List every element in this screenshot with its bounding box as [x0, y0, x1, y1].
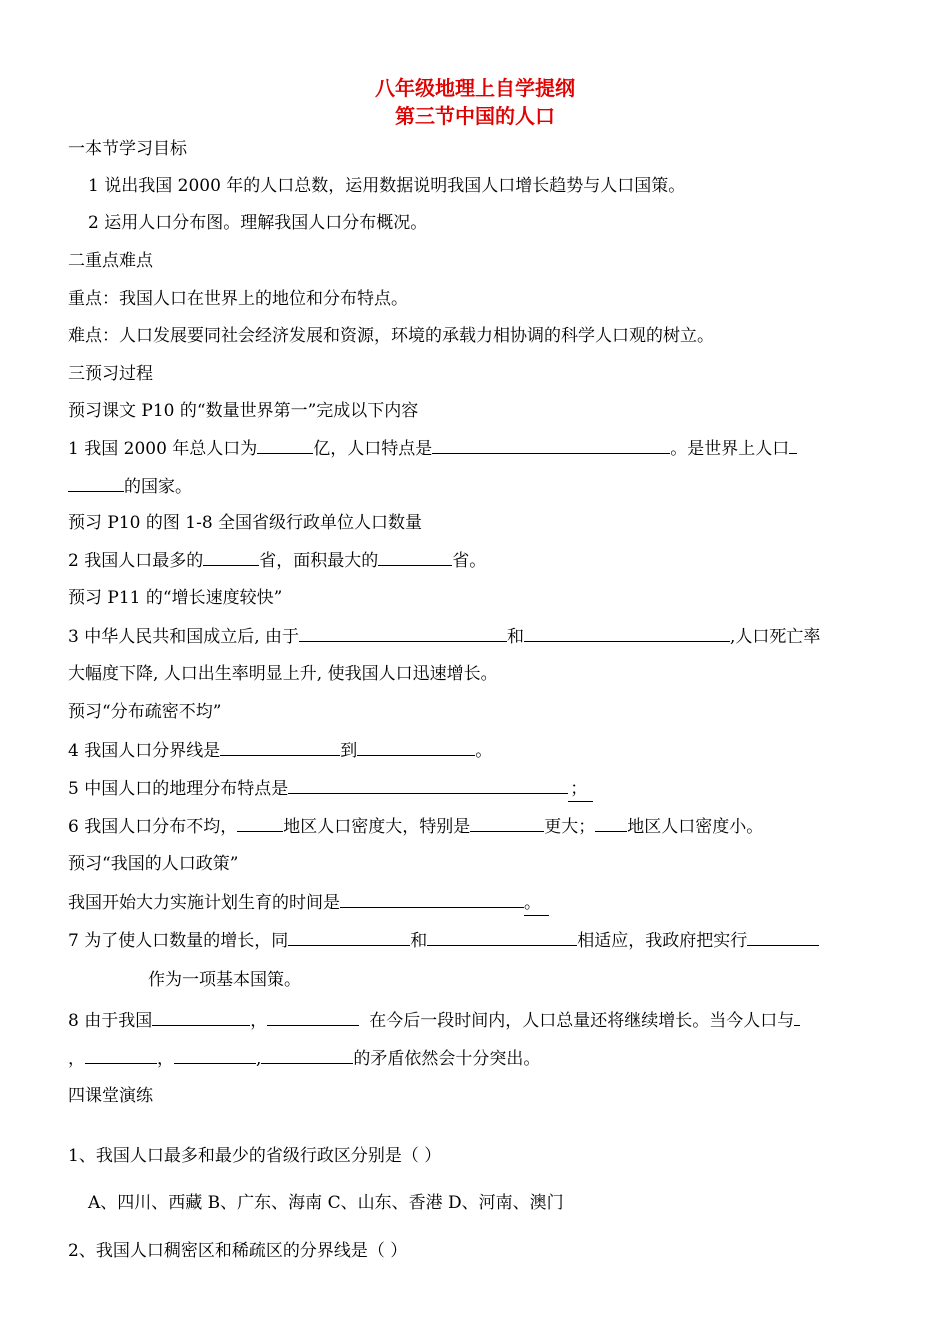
- blank-dense-region[interactable]: [237, 814, 283, 832]
- blank-reason-2[interactable]: [524, 624, 730, 642]
- question-6: [68, 814, 763, 839]
- q4-text-a: 4 我国人口分界线是: [68, 741, 221, 761]
- q2-text-c: 省。: [452, 551, 487, 571]
- blank-world-rank[interactable]: [68, 474, 124, 492]
- key-point: 重点：我国人口在世界上的地位和分布特点。: [68, 289, 408, 309]
- blank-densest-region[interactable]: [470, 814, 544, 832]
- exercise-1-options: A、四川、西藏 B、广东、海南 C、山东、香港 D、河南、澳门: [88, 1193, 564, 1213]
- question-1-cont: [68, 474, 192, 499]
- blank-largest-province[interactable]: [378, 548, 452, 566]
- question-7-cont: 作为一项基本国策。: [148, 970, 301, 990]
- question-8-cont: [68, 1046, 540, 1071]
- preview-note-3: 预习 P11 的“增长速度较快”: [68, 588, 283, 608]
- q8-text-a: 8 由于我国: [68, 1011, 153, 1031]
- q6x-text-b: 。: [524, 891, 549, 916]
- preview-note-2: 预习 P10 的图 1-8 全国省级行政单位人口数量: [68, 513, 423, 533]
- blank-most-populous-province[interactable]: [203, 548, 259, 566]
- q5-text-b: ；: [568, 777, 593, 802]
- section-heading-4: 四课堂演练: [68, 1086, 153, 1106]
- exercise-2-question: 2、我国人口稠密区和稀疏区的分界线是（ ）: [68, 1241, 408, 1261]
- q3-text-b: 和: [507, 627, 525, 647]
- blank-reason-1[interactable]: [299, 624, 507, 642]
- q6-text-b: 地区人口密度大，特别是: [283, 817, 471, 837]
- question-4: [68, 738, 492, 763]
- difficult-point: 难点：人口发展要同社会经济发展和资源，环境的承载力相协调的科学人口观的树立。: [68, 326, 714, 346]
- section-heading-3: 三预习过程: [68, 364, 153, 384]
- question-2: [68, 548, 486, 573]
- blank-boundary-start[interactable]: [220, 738, 340, 756]
- blank-sparse-region[interactable]: [595, 814, 627, 832]
- question-7: [68, 928, 819, 953]
- question-3: [68, 624, 820, 649]
- q1-text-b: 亿，人口特点是: [313, 439, 433, 459]
- question-family-planning: [68, 890, 549, 916]
- q5-text-a: 5 中国人口的地理分布特点是: [68, 779, 289, 799]
- question-8: [68, 1008, 800, 1033]
- q8-text-c: 在今后一段时间内，人口总量还将继续增长。当今人口与: [369, 1011, 795, 1031]
- q4-text-c: 。: [475, 741, 493, 761]
- blank-boundary-end[interactable]: [357, 738, 475, 756]
- blank-reason-a[interactable]: [152, 1008, 250, 1026]
- page-title: 八年级地理上自学提纲: [375, 76, 575, 100]
- blank-world-rank-start[interactable]: [789, 436, 797, 454]
- question-3-cont: 大幅度下降, 人口出生率明显上升, 使我国人口迅速增长。: [68, 664, 498, 684]
- blank-total-population[interactable]: [257, 436, 313, 454]
- preview-note-5: 预习“我国的人口政策”: [68, 854, 239, 874]
- q7-text-a: 7 为了使人口数量的增长，同: [68, 931, 289, 951]
- question-5: [68, 776, 593, 802]
- q4-text-b: 到: [340, 741, 358, 761]
- q8-text-d: ，: [68, 1049, 85, 1069]
- blank-conflict-1[interactable]: [85, 1046, 157, 1064]
- q6-text-c: 更大；: [544, 817, 596, 837]
- q8-text-g: 的矛盾依然会十分突出。: [353, 1049, 541, 1069]
- q2-text-b: 省，面积最大的: [259, 551, 379, 571]
- q6-text-a: 6 我国人口分布不均，: [68, 817, 238, 837]
- blank-conflict-3[interactable]: [261, 1046, 353, 1064]
- q3-text-a: 3 中华人民共和国成立后, 由于: [68, 627, 300, 647]
- blank-conflict-start[interactable]: [794, 1008, 800, 1026]
- q8-text-e: ，: [157, 1049, 174, 1069]
- section-heading-2: 二重点难点: [68, 251, 153, 271]
- objective-1: 1 说出我国 2000 年的人口总数，运用数据说明我国人口增长趋势与人口国策。: [88, 176, 686, 196]
- section-heading-1: 一本节学习目标: [68, 139, 187, 159]
- objective-2: 2 运用人口分布图。理解我国人口分布概况。: [88, 213, 428, 233]
- blank-reason-b[interactable]: [267, 1008, 359, 1026]
- q7-text-b: 和: [410, 931, 428, 951]
- blank-conflict-2[interactable]: [174, 1046, 256, 1064]
- blank-distribution-feature[interactable]: [288, 776, 568, 794]
- blank-adapt-1[interactable]: [288, 928, 410, 946]
- q7-text-c: 相适应，我政府把实行: [577, 931, 748, 951]
- q8-text-f: ,: [256, 1049, 262, 1069]
- q6-text-d: 地区人口密度小。: [627, 817, 764, 837]
- question-1: [68, 436, 797, 461]
- exercise-1-question: 1、我国人口最多和最少的省级行政区分别是（ ）: [68, 1146, 442, 1166]
- preview-note-1: 预习课文 P10 的“数量世界第一”完成以下内容: [68, 401, 419, 421]
- q3-text-c: ,人口死亡率: [730, 627, 821, 647]
- q1-text-a: 1 我国 2000 年总人口为: [68, 439, 258, 459]
- page-subtitle: 第三节中国的人口: [395, 104, 555, 128]
- q1-text-d: 的国家。: [124, 477, 192, 497]
- blank-family-planning-year[interactable]: [340, 890, 524, 908]
- q6x-text-a: 我国开始大力实施计划生育的时间是: [68, 893, 340, 913]
- blank-adapt-2[interactable]: [427, 928, 577, 946]
- q2-text-a: 2 我国人口最多的: [68, 551, 204, 571]
- blank-policy[interactable]: [747, 928, 819, 946]
- blank-population-feature[interactable]: [432, 436, 670, 454]
- preview-note-4: 预习“分布疏密不均”: [68, 702, 222, 722]
- q1-text-c: 。是世界上人口: [670, 439, 790, 459]
- q8-text-b: ，: [250, 1011, 268, 1031]
